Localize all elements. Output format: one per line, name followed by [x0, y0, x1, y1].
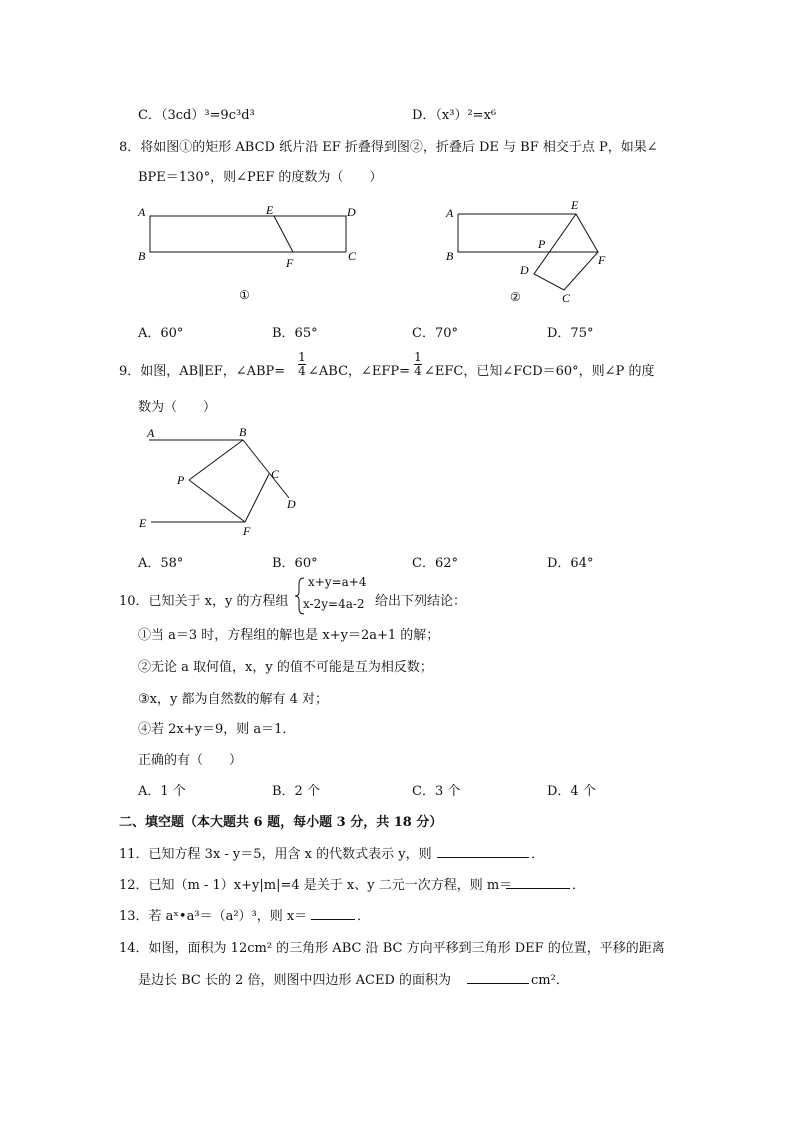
q8f2-number: ②: [510, 290, 521, 304]
q9-option-c: C．62°: [412, 556, 458, 571]
q8-figure-1: [135, 200, 370, 305]
q10-stem-tail: 给出下列结论：: [375, 594, 467, 609]
q9-label-f: F: [243, 524, 251, 538]
q13-end: ．: [357, 909, 371, 924]
q9-label-d: D: [287, 497, 296, 511]
q10-statement-1: ①当 a＝3 时，方程组的解也是 x+y＝2a+1 的解；: [138, 628, 440, 643]
q9-option-b: B．60°: [272, 556, 318, 571]
q8-option-c: C．70°: [412, 326, 458, 341]
q8f2-label-f: F: [598, 253, 606, 267]
q9-stem-line2: 数为（ ）: [138, 400, 217, 415]
q13-answer-blank[interactable]: [311, 907, 355, 920]
q8f2-label-e: E: [571, 198, 579, 212]
q7-option-d: D．（x³）²=x⁶: [412, 108, 497, 123]
q8f1-label-f: F: [286, 256, 294, 270]
q8f2-label-c: C: [562, 291, 571, 305]
q9-fraction-2: [413, 351, 423, 377]
q8f1-label-a: A: [138, 205, 146, 219]
q10-stem-lead: 10．已知关于 x，y 的方程组: [119, 594, 289, 609]
q9-option-a: A．58°: [138, 556, 184, 571]
q9-option-d: D．64°: [547, 556, 594, 571]
q11-end: ．: [531, 847, 545, 862]
q8-option-b: B．65°: [272, 326, 318, 341]
q10-statement-2: ②无论 a 取何值，x，y 的值不可能是互为相反数；: [138, 660, 433, 675]
q8-stem-line2: BPE＝130°，则∠PEF 的度数为（ ）: [138, 170, 383, 185]
q9-fraction-1-den: 4: [298, 364, 306, 378]
q10-statement-3: ③x，y 都为自然数的解有 4 对；: [138, 692, 328, 707]
q10-option-b: B．2 个: [272, 784, 320, 799]
q8-option-a: A．60°: [138, 326, 184, 341]
q8f2-label-d: D: [520, 263, 529, 277]
q9-label-c: C: [271, 467, 280, 481]
q10-option-d: D．4 个: [547, 784, 596, 799]
q11-text: 11．已知方程 3x - y＝5，用含 x 的代数式表示 y，则: [119, 847, 432, 862]
q14-answer-blank[interactable]: [467, 971, 529, 984]
q8-figure-2: [440, 198, 610, 308]
q7-option-c: C．（3cd）³=9c³d³: [138, 108, 255, 123]
q8f2-label-b: B: [446, 249, 454, 263]
q12-text: 12．已知（m - 1）x+y|m|=4 是关于 x、y 二元一次方程，则 m＝: [119, 878, 513, 893]
q8f1-label-d: D: [347, 205, 356, 219]
q14-stem-line1: 14．如图，面积为 12cm² 的三角形 ABC 沿 BC 方向平移到三角形 DEF 的位置，平移的距离: [119, 941, 665, 956]
q13-text: 13．若 aˣ•a³＝（a²）³，则 x＝: [119, 909, 308, 924]
q8f1-label-b: B: [138, 249, 146, 263]
q8-option-d: D．75°: [547, 326, 594, 341]
q8-stem-line1: 8．将如图①的矩形 ABCD 纸片沿 EF 折叠得到图②，折叠后 DE 与 BF 相交于点 P，如果∠: [119, 140, 658, 155]
q8f1-number: ①: [239, 288, 250, 302]
q9-fraction-1-num: 1: [298, 350, 306, 364]
q9-label-e: E: [139, 516, 147, 530]
q9-fraction-1: [297, 351, 307, 377]
q9-fraction-2-den: 4: [414, 364, 422, 378]
q14-stem-line2: 是边长 BC 长的 2 倍，则图中四边形 ACED 的面积为: [138, 973, 452, 988]
q12-end: ．: [572, 878, 586, 893]
q8f2-label-a: A: [446, 206, 454, 220]
q9-stem-mid2: ∠EFC，已知∠FCD＝60°，则∠P 的度: [424, 364, 655, 379]
q10-statement-4: ④若 2x+y＝9，则 a＝1．: [138, 722, 296, 737]
q9-stem-lead: 9．如图，AB∥EF，∠ABP=: [119, 364, 286, 379]
q9-stem-mid1: ∠ABC，∠EFP=: [308, 364, 411, 379]
q14-end: cm²．: [531, 973, 569, 988]
q8f1-label-e: E: [266, 203, 274, 217]
q8f2-label-p: P: [538, 237, 546, 251]
section-2-heading: 二、填空题（本大题共 6 题，每小题 3 分，共 18 分）: [119, 815, 443, 830]
q8f1-label-c: C: [348, 249, 357, 263]
q10-question: 正确的有（ ）: [138, 753, 243, 768]
q10-equation-2: x-2y=4a-2: [303, 597, 365, 611]
q9-fraction-2-num: 1: [414, 350, 422, 364]
q10-equation-1: x+y=a+4: [308, 575, 367, 589]
q9-figure: [135, 422, 305, 540]
q9-label-b: B: [239, 425, 247, 439]
q11-answer-blank[interactable]: [437, 845, 529, 858]
q9-label-p: P: [177, 473, 185, 487]
q12-answer-blank[interactable]: [506, 876, 570, 889]
q10-option-a: A．1 个: [138, 784, 186, 799]
q10-option-c: C．3 个: [412, 784, 461, 799]
q9-label-a: A: [147, 426, 155, 440]
